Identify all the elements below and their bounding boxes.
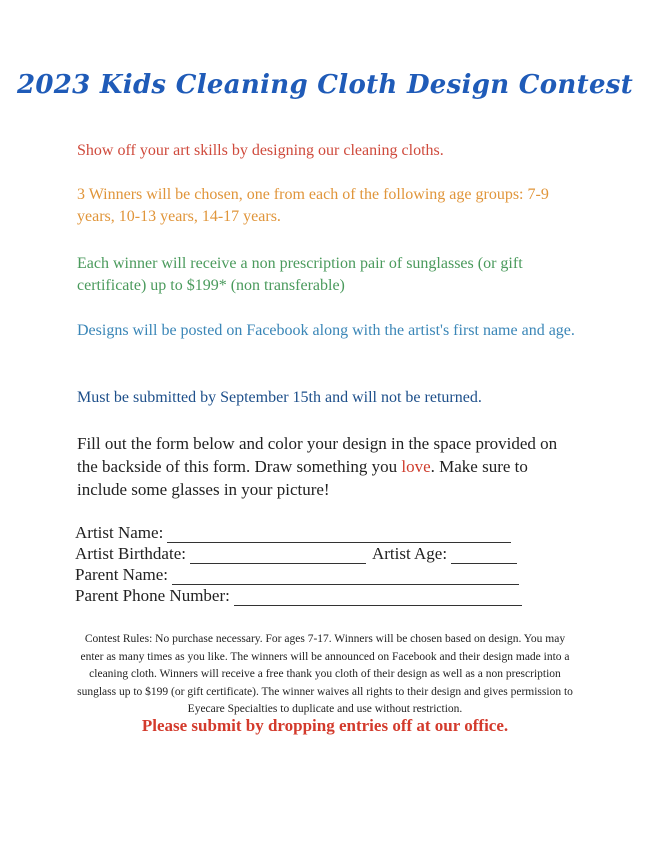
entry-form [75, 522, 535, 606]
artist-name-label: Artist Name: [75, 523, 164, 542]
deadline-text: Must be submitted by September 15th and will not be returned. [77, 389, 482, 406]
artist-age-field[interactable] [451, 549, 517, 564]
artist-name-row [75, 522, 535, 543]
artist-age-label: Artist Age: [371, 544, 448, 563]
artist-birthdate-label: Artist Birthdate: [75, 544, 186, 563]
parent-phone-label: Parent Phone Number: [75, 586, 230, 605]
posting-text: Designs will be posted on Facebook along with the artist's first name and age. [77, 322, 575, 339]
winners-text: 3 Winners will be chosen, one from each of the following age groups: 7-9 years, 10-13 years, 14-17 years. [77, 186, 549, 225]
instructions-before: Fill out the form below and color your design in the space provided on the backside of this form. Draw something you [77, 434, 558, 476]
artist-name-field[interactable] [167, 528, 511, 543]
contest-rules: Contest Rules: No purchase necessary. For ages 7-17. Winners will be chosen based on design. You may enter as many times as you like. The winners will be announced on Facebook and their design made into a cleaning cloth. Winners will receive a free thank you cloth of their design as well as a non prescription sunglass up to $199 (or gift certificate). The winner waives all rights to their design and gives permission to Eyecare Specialties to duplicate and use without restriction. [77, 633, 573, 716]
page-title: 2023 Kids Cleaning Cloth Design Contest [16, 70, 634, 100]
prize-text: Each winner will receive a non prescription pair of sunglasses (or gift certificate) up to $199* (non transferable) [77, 255, 523, 294]
parent-name-label: Parent Name: [75, 565, 168, 584]
artist-birthdate-field[interactable] [190, 549, 366, 564]
instructions-after: . Make sure to include some glasses in your picture! [77, 457, 528, 499]
parent-phone-row [75, 585, 535, 606]
instructions-love: love [401, 457, 431, 476]
intro-text: Show off your art skills by designing our cleaning cloths. [77, 142, 444, 159]
parent-name-row [75, 564, 535, 585]
submit-instructions: Please submit by dropping entries off at our office. [141, 716, 509, 735]
parent-phone-field[interactable] [234, 591, 522, 606]
parent-name-field[interactable] [172, 570, 519, 585]
artist-birthdate-row [75, 543, 535, 564]
instructions-text [77, 432, 577, 501]
